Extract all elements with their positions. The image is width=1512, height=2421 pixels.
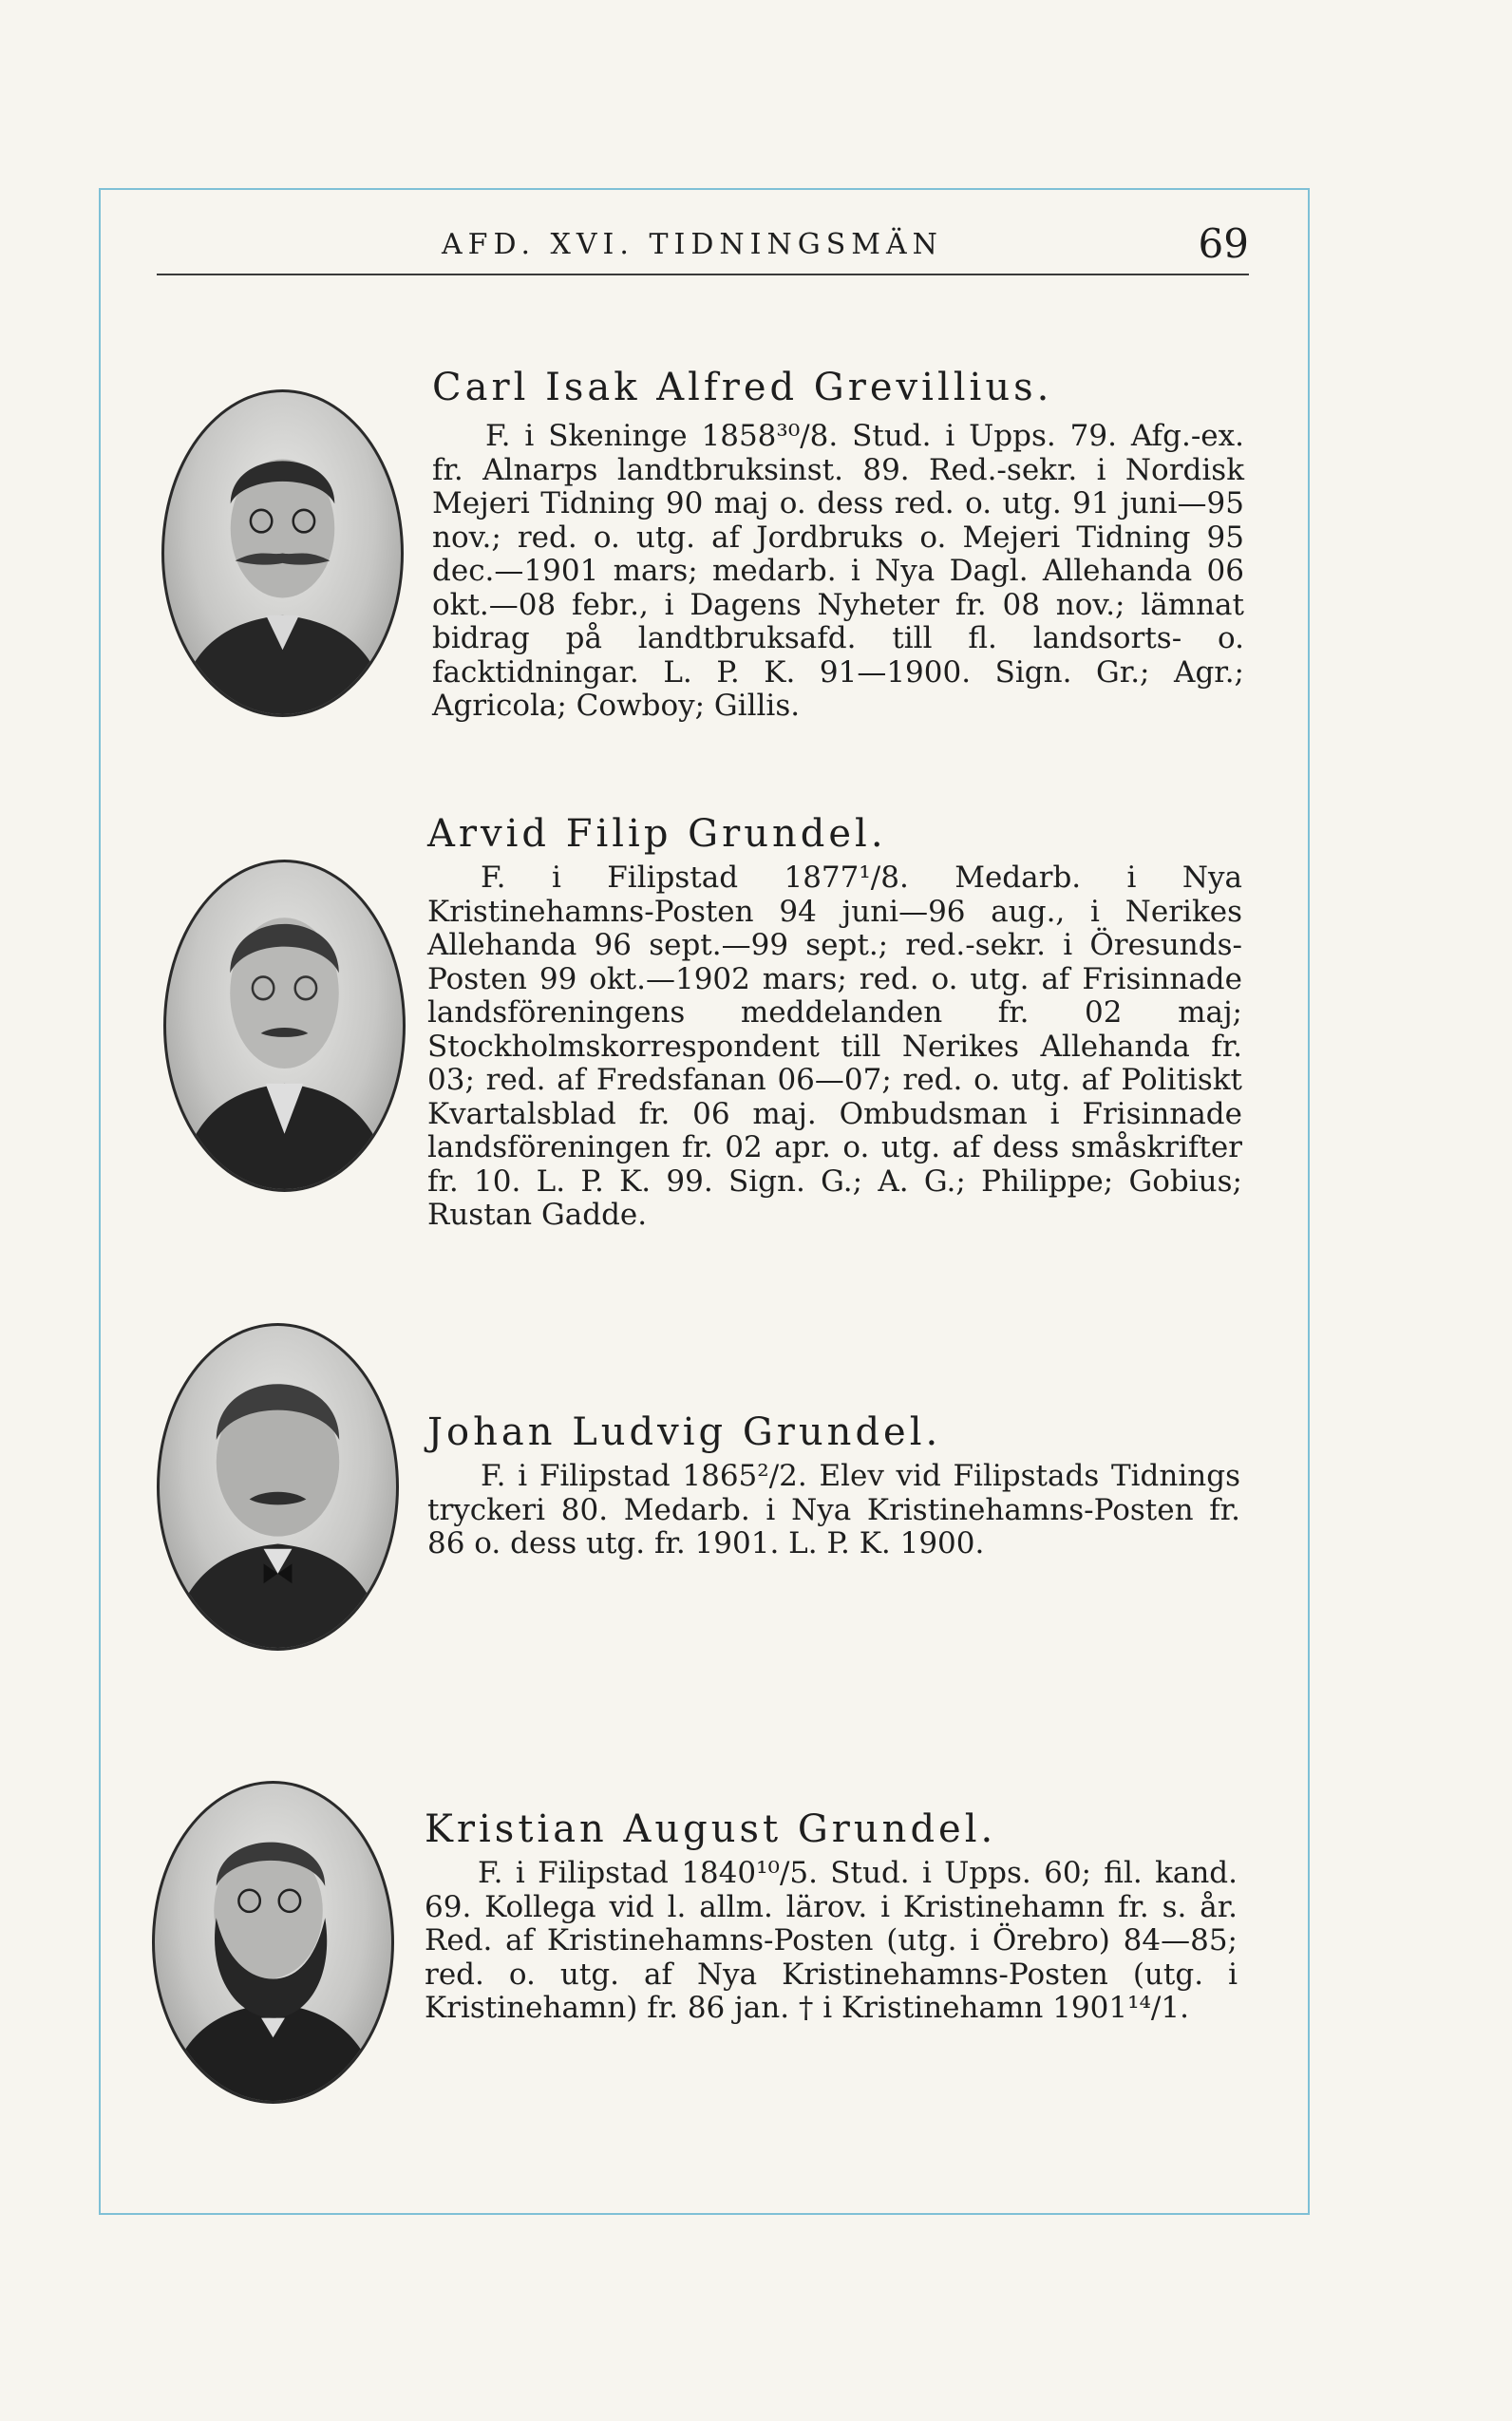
portrait-photo: [152, 1781, 394, 2104]
person-name: Johan Ludvig Grundel.: [427, 1410, 942, 1454]
biography: F. i Skeninge 1858³⁰/8. Stud. i Upps. 79. Afg.-ex. fr. Alnarps landtbruksinst. 89. Red.-sekr. i Nordisk Mejeri Tidning 90 maj o. dess red. o. utg. 91 juni—95 nov.; red. o. utg. af Jordbruks o. Mejeri Tidning 95 dec.—1901 mars; medarb. i Nya Dagl. Allehanda 06 okt.—08 febr., i Dagens Nyheter fr. 08 nov.; lämnat bidrag på landtbruksafd. till fl. landsorts- o. facktidningar. L. P. K. 91—1900. Sign. Gr.; Agr.; Agricola; Cowboy; Gillis.: [432, 419, 1244, 723]
portrait-photo: [161, 389, 404, 717]
person-name: Kristian August Grundel.: [425, 1807, 997, 1851]
biography: F. i Filipstad 1840¹⁰/5. Stud. i Upps. 60; fil. kand. 69. Kollega vid l. allm. lärov. i Kristinehamn fr. s. år. Red. af Kristinehamns-Posten (utg. i Örebro) 84—85; red. o. utg. af Nya Kristinehamns-Posten (utg. i Kristinehamn) fr. 86 jan. † i Kristinehamn 1901¹⁴/1.: [425, 1856, 1238, 2025]
portrait-photo: [163, 860, 406, 1192]
section-title: AFD. XVI. TIDNINGSMÄN: [442, 228, 943, 261]
person-name: Carl Isak Alfred Grevillius.: [432, 366, 1053, 409]
running-head: [157, 220, 1249, 275]
biography: F. i Filipstad 1877¹/8. Medarb. i Nya Kristinehamns-Posten 94 juni—96 aug., i Nerikes Allehanda 96 sept.—99 sept.; red.-sekr. i Öresunds-Posten 99 okt.—1902 mars; red. o. utg. af Frisinnade landsföreningens meddelanden fr. 02 maj; Stockholmskorrespondent till Nerikes Allehanda fr. 03; red. af Fredsfanan 06—07; red. o. utg. af Politiskt Kvartalsblad fr. 06 maj. Ombudsman i Frisinnade landsföreningen fr. 02 apr. o. utg. af dess småskrifter fr. 10. L. P. K. 99. Sign. G.; A. G.; Philippe; Gobius; Rustan Gadde.: [427, 861, 1242, 1232]
biography: F. i Filipstad 1865²/2. Elev vid Filipstads Tidnings tryckeri 80. Medarb. i Nya Kristinehamns-Posten fr. 86 o. dess utg. fr. 1901. L. P. K. 1900.: [427, 1459, 1240, 1560]
page-number: 69: [1198, 220, 1249, 267]
portrait-photo: [157, 1323, 399, 1651]
person-name: Arvid Filip Grundel.: [427, 812, 887, 856]
